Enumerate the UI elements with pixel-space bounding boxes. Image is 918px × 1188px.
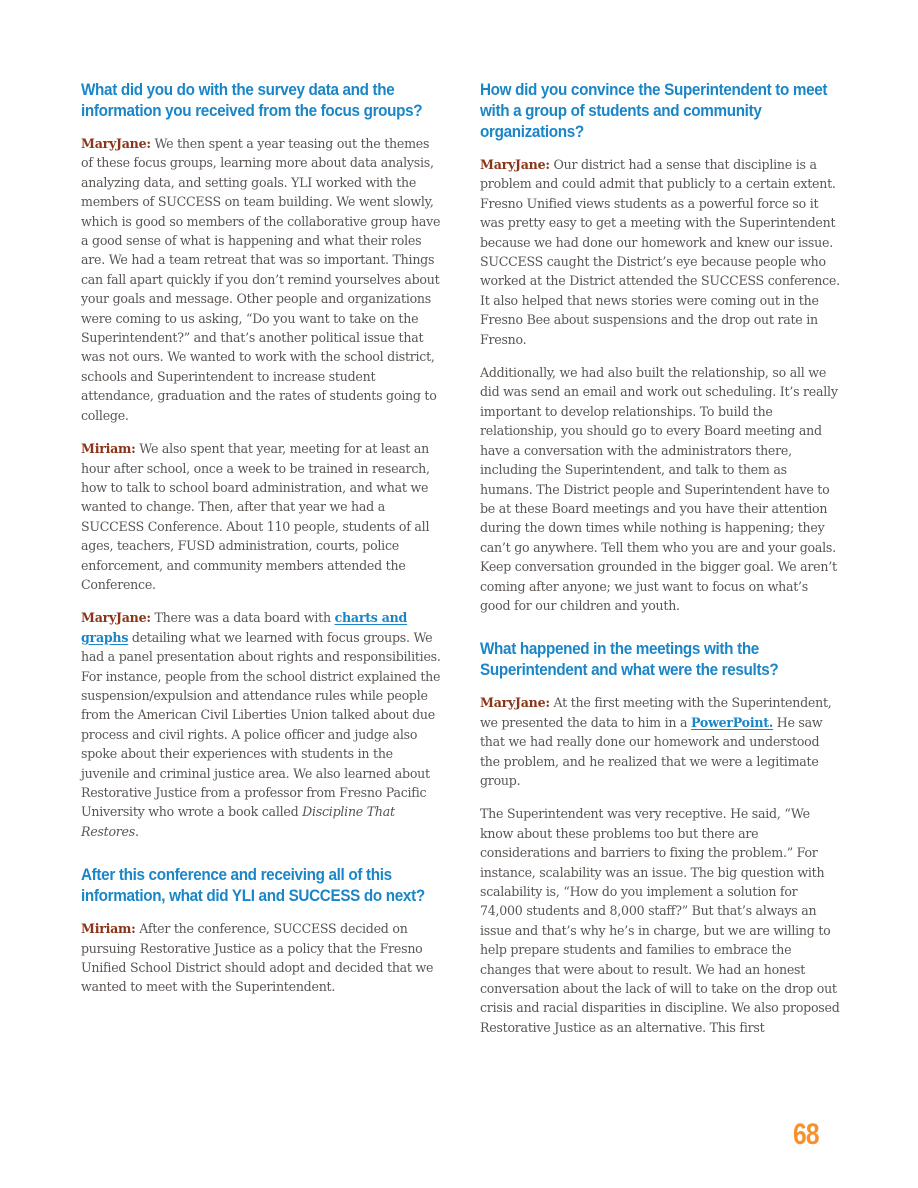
section-heading: What happened in the meetings with the Superintendent and what were the results? bbox=[480, 640, 779, 680]
answer-paragraph bbox=[480, 804, 840, 1037]
section-spacer bbox=[480, 629, 840, 639]
answer-paragraph bbox=[480, 155, 840, 349]
answer-paragraph bbox=[480, 363, 840, 615]
book-title: Discipline That Restores bbox=[81, 804, 395, 839]
answer-paragraph bbox=[81, 919, 441, 997]
section-convince-superintendent bbox=[480, 80, 840, 615]
speaker-name: MaryJane: bbox=[480, 157, 550, 172]
right-column bbox=[480, 80, 840, 1051]
section-survey-data bbox=[81, 80, 441, 841]
speaker-name: Miriam: bbox=[81, 441, 136, 457]
answer-text: Additionally, we had also built the relationship, so all we did was send an email and work out scheduling. It’s really important to develop relationships. To build the relationship, you should go to every Board meeting and have a conversation with the administrators there, including the Superintendent, and talk to them as humans. The District people and Superintendent have to be at these Board meetings and you have their attention during the down times while nothing is happening; they can’t go anywhere. Tell them who you are and your goals. Keep conversation grounded in the bigger goal. We aren’t coming after anyone; we just want to focus on what’s good for our children and youth. bbox=[480, 365, 838, 613]
answer-paragraph bbox=[81, 608, 441, 841]
answer-text: detailing what we learned with focus groups. We had a panel presentation about rights and responsibilities. For instance, people from the school district explained the suspension/expulsion and attendance rules while people from the American Civil Liberties Union talked about due process and civil rights. A police officer and judge also spoke about their experiences with students in the juvenile and criminal justice area. We also learned about Restorative Justice from a professor from Fresno Pacific University who wrote a book called bbox=[81, 629, 441, 820]
answer-text: . bbox=[134, 823, 139, 839]
section-heading: After this conference and receiving all of this information, what did YLI and SUCCESS do next? bbox=[81, 866, 425, 906]
speaker-name: Miriam: bbox=[81, 921, 136, 937]
answer-text: Our district had a sense that discipline is a problem and could admit that publicly to a certain extent. Fresno Unified views students as a powerful force so it was pretty easy to get a meeting with the Superintendent because we had done our homework and knew our issue. SUCCESS caught the District’s eye because people who worked at the District attended the SUCCESS conference. It also helped that news stories were coming out in the Fresno Bee about suspensions and the drop out rate in Fresno. bbox=[480, 157, 840, 347]
answer-text: We also spent that year, meeting for at least an hour after school, once a week to be trained in research, how to talk to school board administration, and what we wanted to change. Then, after that year we had a SUCCESS Conference. About 110 people, students of all ages, teachers, FUSD administration, courts, police enforcement, and community members attended the Conference. bbox=[81, 441, 430, 592]
left-column bbox=[81, 80, 441, 1011]
powerpoint-link[interactable]: PowerPoint. bbox=[691, 714, 773, 730]
section-next-steps bbox=[81, 865, 441, 997]
page-number: 68 bbox=[793, 1118, 819, 1151]
speaker-name: MaryJane: bbox=[81, 136, 151, 151]
answer-text: The Superintendent was very receptive. He said, “We know about these problems too but there are considerations and barriers to fixing the problem.” For instance, scalability was an issue. The big question with scalability is, “How do you implement a solution for 74,000 students and 8,000 staff?” But that’s always an issue and that’s why he’s in charge, but we are willing to help prepare students and families to embrace the changes that were about to result. We had an honest conversation about the lack of will to take on the drop out crisis and racial disparities in discipline. We also proposed Restorative Justice as an alternative. This first bbox=[480, 806, 840, 1035]
section-spacer bbox=[81, 855, 441, 865]
answer-text: We then spent a year teasing out the themes of these focus groups, learning more about data analysis, analyzing data, and setting goals. YLI worked with the members of SUCCESS on team building. We went slowly, which is good so members of the collaborative group have a good sense of what is happening and what their roles are. We had a team retreat that was so important. Things can fall apart quickly if you don’t remind yourselves about your goals and message. Other people and organizations were coming to us asking, “Do you want to take on the Superintendent?” and that’s another political issue that was not ours. We wanted to work with the school district, schools and Superintendent to increase student attendance, graduation and the rates of students going to college. bbox=[81, 136, 441, 423]
section-heading: What did you do with the survey data and the information you received from the focus groups? bbox=[81, 81, 423, 120]
answer-paragraph bbox=[480, 693, 840, 790]
answer-paragraph bbox=[81, 439, 441, 594]
answer-paragraph bbox=[81, 134, 441, 425]
section-heading: How did you convince the Superintendent to meet with a group of students and community organizations? bbox=[480, 81, 828, 141]
answer-text: After the conference, SUCCESS decided on pursuing Restorative Justice as a policy that the Fresno Unified School District should adopt and decided that we wanted to meet with the Superintendent. bbox=[81, 921, 434, 995]
section-meeting-results bbox=[480, 639, 840, 1037]
speaker-name: MaryJane: bbox=[480, 695, 550, 711]
answer-text: There was a data board with bbox=[150, 610, 335, 626]
answer-text: At the first meeting with the Superintendent, we presented the data to him in a bbox=[480, 695, 832, 730]
speaker-name: MaryJane: bbox=[81, 610, 151, 626]
charts-and-graphs-link[interactable]: charts and graphs bbox=[81, 610, 408, 645]
answer-text: He saw that we had really done our homework and understood the problem, and he realized that we were a legitimate group. bbox=[480, 714, 823, 788]
